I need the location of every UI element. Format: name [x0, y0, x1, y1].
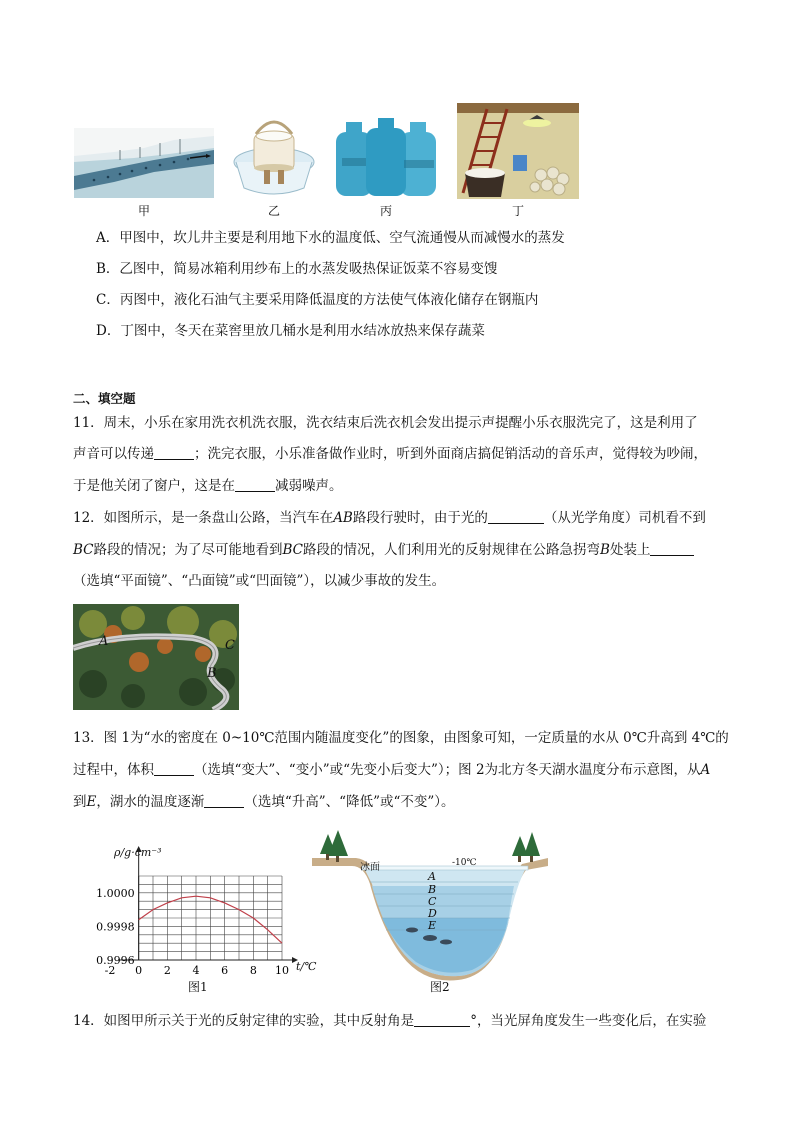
image-bing — [334, 116, 438, 198]
answer-blank[interactable] — [204, 793, 244, 808]
layer-label-b: B — [428, 883, 437, 896]
q11-text: 减弱噪声。 — [275, 478, 343, 494]
ice-surface-label: 冰面 — [360, 862, 380, 873]
x-axis-label: t/℃ — [296, 960, 317, 973]
layer-label-a: A — [428, 870, 436, 883]
q11-line-2 — [73, 439, 723, 469]
q11-text: 声音可以传递 — [73, 446, 154, 462]
option-d: D．丁图中，冬天在菜窖里放几桶水是利用水结冰放热来保存蔬菜 — [96, 323, 485, 339]
option-a: A．甲图中，坎儿井主要是利用地下水的温度低、空气流通慢从而减慢水的蒸发 — [96, 230, 565, 246]
answer-blank[interactable] — [488, 509, 544, 524]
answer-blank[interactable] — [650, 541, 694, 556]
y-tick-label: 0.9996 — [96, 954, 135, 967]
layer-label-d: D — [428, 907, 437, 920]
layer-label-e: E — [428, 919, 437, 932]
photo-label-b: B — [207, 666, 217, 681]
y-axis-label: ρ/g·cm⁻³ — [114, 846, 162, 859]
answer-blank[interactable] — [154, 761, 194, 776]
layer-label-c: C — [428, 895, 437, 908]
q11-line-3 — [73, 471, 723, 501]
q11-line-1: 11．周末，小乐在家用洗衣机洗衣服，洗衣结束后洗衣机会发出提示声提醒小乐衣服洗完了，这是利用了 — [73, 415, 698, 431]
lake-diagram — [312, 826, 548, 996]
q12-segment-label: AB — [333, 510, 353, 526]
q14-text: 14．如图甲所示关于光的反射定律的实验，其中反射角是 — [73, 1013, 415, 1029]
caption-bing: 丙 — [379, 204, 392, 218]
image-jia — [74, 128, 214, 198]
image-yi — [230, 108, 318, 198]
photo-label-a: A — [99, 634, 109, 649]
q12-segment-label: BC — [282, 542, 304, 558]
chart-grid — [118, 846, 298, 963]
y-tick-labels — [96, 887, 134, 967]
q12-text: 路段的情况；为了尽可能地看到 — [93, 542, 283, 558]
q12-point-label: B — [600, 542, 610, 558]
q13-text: ，湖水的温度逐渐 — [96, 794, 205, 810]
q14-text: °，当光屏角度发生一些变化后，在实验 — [470, 1013, 707, 1029]
figure1-caption: 图1 — [188, 980, 208, 994]
q13-text: 过程中，体积 — [73, 762, 154, 778]
q13-text: （选填“变大”、“变小”或“先变小后变大”）；图 2为北方冬天湖水温度分布示意图，从 — [194, 762, 701, 778]
caption-jia: 甲 — [137, 204, 150, 218]
x-tick-label: 2 — [163, 964, 171, 977]
q13-text: 到 — [73, 794, 87, 810]
q12-text: 路段行驶时，由于光的 — [352, 510, 488, 526]
y-tick-label: 1.0000 — [96, 886, 135, 900]
x-tick-label: -2 — [104, 964, 116, 977]
answer-blank[interactable] — [154, 445, 194, 460]
q11-text: 于是他关闭了窗户，这是在 — [73, 478, 235, 494]
option-b: B．乙图中，简易冰箱利用纱布上的水蒸发吸热保证饭菜不容易变馊 — [96, 261, 498, 277]
caption-ding: 丁 — [511, 204, 524, 218]
q12-line-1 — [73, 503, 723, 533]
x-tick-label: 10 — [275, 964, 289, 977]
q12-text: 处装上 — [609, 542, 651, 558]
density-chart — [64, 840, 324, 996]
q12-line-3: （选填“平面镜”、“凸面镜”或“凹面镜”），以减少事故的发生。 — [73, 573, 446, 589]
x-tick-label: 8 — [249, 964, 257, 977]
x-tick-label: 0 — [135, 964, 143, 977]
image-ding — [457, 103, 579, 199]
q13-line-2 — [73, 755, 723, 785]
q13-point-label: A — [700, 762, 711, 778]
q13-text: （选填“升高”、“降低”或“不变”）。 — [244, 794, 455, 810]
photo-label-c: C — [225, 638, 235, 653]
q12-text: 路段的情况，人们利用光的反射规律在公路急拐弯 — [303, 542, 601, 558]
q12-text: 12．如图所示，是一条盘山公路，当汽车在 — [73, 510, 334, 526]
figure2-caption: 图2 — [430, 980, 450, 994]
q14-line-1 — [73, 1006, 723, 1036]
x-tick-label: 4 — [192, 964, 200, 977]
q12-segment-label: BC — [73, 542, 94, 558]
answer-blank[interactable] — [235, 477, 275, 492]
q12-line-2 — [73, 535, 723, 565]
air-temperature-label: -10℃ — [452, 858, 477, 868]
mountain-road-photo — [73, 604, 239, 710]
caption-yi: 乙 — [267, 204, 280, 218]
q13-line-3 — [73, 787, 723, 817]
q12-text: （从光学角度）司机看不到 — [543, 510, 706, 526]
y-tick-label: 0.9998 — [96, 920, 135, 934]
x-tick-label: 6 — [221, 964, 229, 977]
option-c: C．丙图中，液化石油气主要采用降低温度的方法使气体液化储存在钢瓶内 — [96, 292, 539, 308]
q13-line-1: 13．图 1为“水的密度在 0~10℃范围内随温度变化”的图象，由图象可知，一定质量的水从 0℃升高到 4℃的 — [73, 730, 729, 746]
answer-blank[interactable] — [414, 1012, 470, 1027]
q11-text: ；洗完衣服，小乐准备做作业时，听到外面商店搞促销活动的音乐声，觉得较为吵闹， — [194, 446, 707, 462]
q13-point-label: E — [86, 794, 97, 810]
section-title: 二、填空题 — [73, 391, 136, 406]
